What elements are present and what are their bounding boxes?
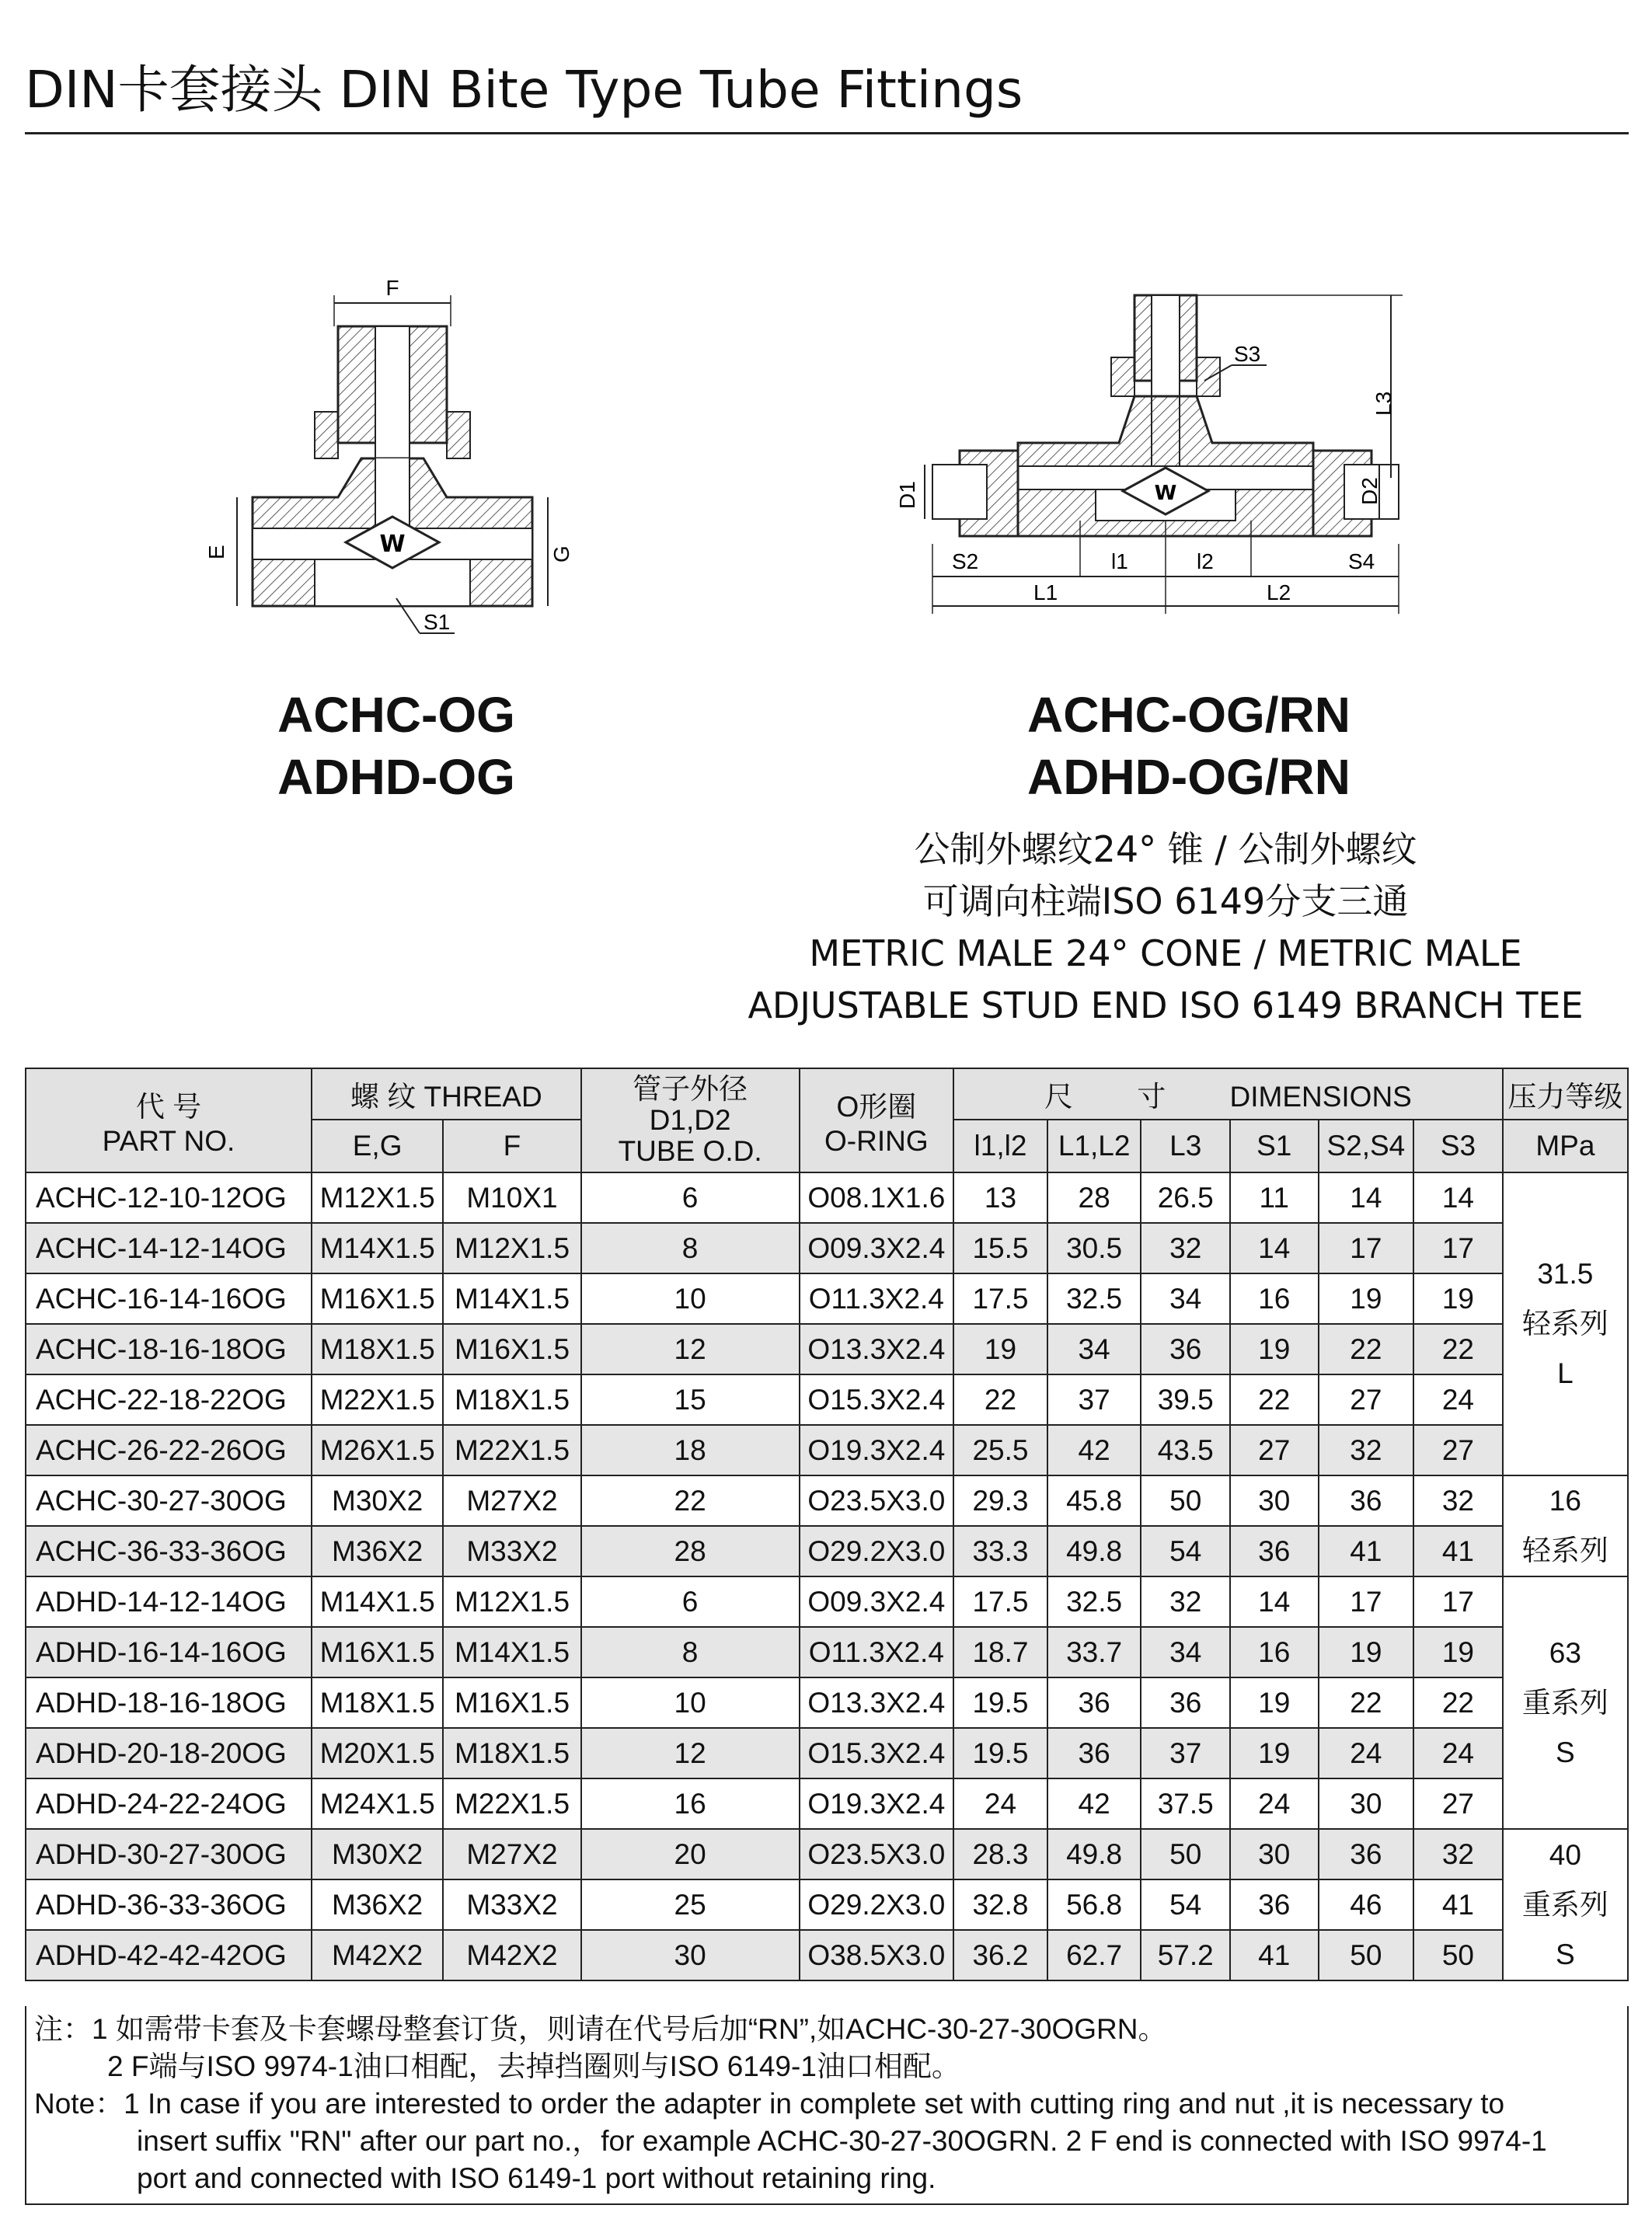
cell-s3: 27 <box>1413 1425 1503 1475</box>
cell-s1: 36 <box>1230 1526 1319 1576</box>
cell-l3: 36 <box>1141 1324 1230 1374</box>
header-pressure-unit: MPa <box>1503 1120 1628 1172</box>
cell-l1l2: 36 <box>1047 1728 1141 1778</box>
dim-s3-label: S3 <box>1234 342 1261 366</box>
cell-s2s4: 14 <box>1319 1172 1414 1223</box>
cell-part-no: ADHD-16-14-16OG <box>26 1627 312 1677</box>
cell-l1l2-small: 33.3 <box>953 1526 1047 1576</box>
cell-s2s4: 41 <box>1319 1526 1414 1576</box>
cell-l3: 34 <box>1141 1273 1230 1324</box>
cell-thread-f: M12X1.5 <box>443 1576 580 1627</box>
cell-thread-eg: M14X1.5 <box>312 1576 443 1627</box>
cell-l1l2: 56.8 <box>1047 1879 1141 1930</box>
cell-l3: 36 <box>1141 1677 1230 1728</box>
cell-thread-f: M42X2 <box>443 1930 580 1980</box>
dim-l2-label: L2 <box>1267 580 1291 604</box>
cell-s3: 19 <box>1413 1627 1503 1677</box>
cell-l1l2-small: 22 <box>953 1374 1047 1425</box>
dim-s1-label: S1 <box>423 610 451 634</box>
header-tube-en: TUBE O.D. <box>618 1135 762 1167</box>
pressure-series: 重系列 <box>1521 1888 1608 1921</box>
header-s2s4: S2,S4 <box>1319 1120 1414 1172</box>
table-row <box>26 1172 1628 1223</box>
table-row <box>26 1526 1628 1576</box>
cell-s1: 16 <box>1230 1273 1319 1324</box>
cell-tube-od: 22 <box>581 1475 800 1526</box>
cell-l1l2-small: 19 <box>953 1324 1047 1374</box>
pressure-series: 轻系列 <box>1521 1534 1608 1566</box>
cell-l1l2-small: 19.5 <box>953 1677 1047 1728</box>
cell-s2s4: 36 <box>1319 1475 1414 1526</box>
cell-thread-f: M14X1.5 <box>443 1273 580 1324</box>
cell-thread-eg: M30X2 <box>312 1475 443 1526</box>
cell-part-no: ACHC-22-18-22OG <box>26 1374 312 1425</box>
cell-s1: 19 <box>1230 1677 1319 1728</box>
cell-o-ring: O08.1X1.6 <box>800 1172 954 1223</box>
cell-part-no: ACHC-30-27-30OG <box>26 1475 312 1526</box>
cell-tube-od: 12 <box>581 1728 800 1778</box>
cell-l3: 37 <box>1141 1728 1230 1778</box>
pressure-value: 63 <box>1549 1636 1581 1669</box>
model-label-left <box>233 684 559 808</box>
cell-o-ring: O29.2X3.0 <box>800 1879 954 1930</box>
cell-l1l2-small: 29.3 <box>953 1475 1047 1526</box>
cell-part-no: ACHC-18-16-18OG <box>26 1324 312 1374</box>
cell-l1l2-small: 18.7 <box>953 1627 1047 1677</box>
cell-thread-eg: M22X1.5 <box>312 1374 443 1425</box>
cell-thread-eg: M20X1.5 <box>312 1728 443 1778</box>
cell-tube-od: 30 <box>581 1930 800 1980</box>
desc-en-line2: ADJUSTABLE STUD END ISO 6149 BRANCH TEE <box>748 984 1584 1026</box>
cell-o-ring: O19.3X2.4 <box>800 1425 954 1475</box>
cell-thread-eg: M14X1.5 <box>312 1223 443 1273</box>
pressure-value: 31.5 <box>1537 1258 1594 1290</box>
pressure-group <box>1503 1829 1628 1980</box>
cell-o-ring: O23.5X3.0 <box>800 1475 954 1526</box>
drawing-achc-og <box>198 272 602 645</box>
model-name: ACHC-OG <box>277 687 515 743</box>
cell-l1l2-small: 15.5 <box>953 1223 1047 1273</box>
cell-l3: 37.5 <box>1141 1778 1230 1829</box>
cell-l1l2-small: 24 <box>953 1778 1047 1829</box>
pressure-code: L <box>1557 1357 1574 1389</box>
note-en-1: Note：1 In case if you are interested to order the adapter in complete set with cutting ring and nut ,it is necessary to <box>34 2088 1505 2120</box>
desc-cn-line2: 可调向柱端ISO 6149分支三通 <box>922 880 1409 922</box>
cell-part-no: ADHD-18-16-18OG <box>26 1677 312 1728</box>
cell-thread-eg: M16X1.5 <box>312 1273 443 1324</box>
drawing-achc-og-rn <box>895 287 1406 622</box>
cell-thread-f: M22X1.5 <box>443 1425 580 1475</box>
cell-thread-eg: M30X2 <box>312 1829 443 1879</box>
cell-l3: 32 <box>1141 1223 1230 1273</box>
cell-s3: 27 <box>1413 1778 1503 1829</box>
cell-l1l2: 42 <box>1047 1778 1141 1829</box>
note-en-2: insert suffix "RN" after our part no.，for example ACHC-30-27-30OGRN. 2 F end is connected with ISO 9974-1 <box>137 2125 1547 2157</box>
dim-s4-label: S4 <box>1348 549 1375 573</box>
header-f: F <box>443 1120 580 1172</box>
cell-thread-eg: M36X2 <box>312 1526 443 1576</box>
cell-l1l2-small: 19.5 <box>953 1728 1047 1778</box>
cell-tube-od: 20 <box>581 1829 800 1879</box>
dim-s2-label: S2 <box>952 549 979 573</box>
table-row <box>26 1627 1628 1677</box>
dim-d2-label: D2 <box>1357 477 1382 505</box>
cell-thread-f: M10X1 <box>443 1172 580 1223</box>
cell-thread-f: M14X1.5 <box>443 1627 580 1677</box>
header-oring <box>800 1068 954 1172</box>
table-row <box>26 1273 1628 1324</box>
cell-part-no: ADHD-24-22-24OG <box>26 1778 312 1829</box>
header-part-cn: 代 号 <box>135 1091 202 1123</box>
cell-s1: 19 <box>1230 1324 1319 1374</box>
pressure-group <box>1503 1576 1628 1829</box>
cell-thread-eg: M18X1.5 <box>312 1324 443 1374</box>
svg-text:W: W <box>379 531 406 558</box>
header-s1: S1 <box>1230 1120 1319 1172</box>
header-oring-cn: O形圈 <box>836 1091 917 1123</box>
model-label-right <box>971 684 1406 808</box>
cell-l1l2: 49.8 <box>1047 1526 1141 1576</box>
cell-s1: 27 <box>1230 1425 1319 1475</box>
cell-tube-od: 12 <box>581 1324 800 1374</box>
cell-s1: 30 <box>1230 1475 1319 1526</box>
dim-l1-small-label: l1 <box>1111 549 1128 573</box>
cell-s2s4: 24 <box>1319 1728 1414 1778</box>
cell-l1l2: 32.5 <box>1047 1576 1141 1627</box>
cell-part-no: ACHC-36-33-36OG <box>26 1526 312 1576</box>
table-row <box>26 1425 1628 1475</box>
cell-l3: 50 <box>1141 1829 1230 1879</box>
cell-tube-od: 10 <box>581 1273 800 1324</box>
cell-s3: 22 <box>1413 1677 1503 1728</box>
pressure-value: 40 <box>1549 1838 1581 1871</box>
cell-part-no: ACHC-16-14-16OG <box>26 1273 312 1324</box>
header-l1l2: L1,L2 <box>1047 1120 1141 1172</box>
cell-tube-od: 28 <box>581 1526 800 1576</box>
cell-tube-od: 6 <box>581 1172 800 1223</box>
cell-s3: 41 <box>1413 1526 1503 1576</box>
cell-o-ring: O15.3X2.4 <box>800 1728 954 1778</box>
cell-s1: 30 <box>1230 1829 1319 1879</box>
cell-l1l2: 32.5 <box>1047 1273 1141 1324</box>
pressure-value: 16 <box>1549 1485 1581 1517</box>
cell-o-ring: O13.3X2.4 <box>800 1677 954 1728</box>
header-eg: E,G <box>312 1120 443 1172</box>
header-s3: S3 <box>1413 1120 1503 1172</box>
cell-l3: 43.5 <box>1141 1425 1230 1475</box>
cell-s2s4: 30 <box>1319 1778 1414 1829</box>
cell-s1: 36 <box>1230 1879 1319 1930</box>
cell-thread-f: M33X2 <box>443 1879 580 1930</box>
desc-en-line1: METRIC MALE 24° CONE / METRIC MALE <box>809 932 1522 974</box>
cell-part-no: ADHD-20-18-20OG <box>26 1728 312 1778</box>
cell-l1l2-small: 32.8 <box>953 1879 1047 1930</box>
cell-o-ring: O11.3X2.4 <box>800 1273 954 1324</box>
cell-l1l2: 45.8 <box>1047 1475 1141 1526</box>
pressure-code: S <box>1556 1736 1575 1768</box>
table-row <box>26 1576 1628 1627</box>
table-row <box>26 1728 1628 1778</box>
cell-tube-od: 25 <box>581 1879 800 1930</box>
cell-thread-eg: M36X2 <box>312 1879 443 1930</box>
cell-s2s4: 32 <box>1319 1425 1414 1475</box>
note-en-3: port and connected with ISO 6149-1 port without retaining ring. <box>137 2162 936 2194</box>
header-oring-en: O-RING <box>824 1125 929 1157</box>
cell-s2s4: 17 <box>1319 1223 1414 1273</box>
header-tube-cn: 管子外径 <box>633 1073 748 1105</box>
cell-s2s4: 22 <box>1319 1677 1414 1728</box>
header-l3: L3 <box>1141 1120 1230 1172</box>
header-dimensions: 尺 寸 DIMENSIONS <box>953 1068 1503 1120</box>
cell-s3: 24 <box>1413 1374 1503 1425</box>
cell-l3: 54 <box>1141 1526 1230 1576</box>
page-title: DIN卡套接头 DIN Bite Type Tube Fittings <box>25 60 1023 120</box>
cell-s3: 17 <box>1413 1223 1503 1273</box>
table-row <box>26 1324 1628 1374</box>
header-part-en: PART NO. <box>102 1125 235 1157</box>
model-name: ACHC-OG/RN <box>1027 687 1351 743</box>
cell-s1: 14 <box>1230 1223 1319 1273</box>
cell-s2s4: 17 <box>1319 1576 1414 1627</box>
cell-s1: 16 <box>1230 1627 1319 1677</box>
cell-l3: 57.2 <box>1141 1930 1230 1980</box>
table-row <box>26 1374 1628 1425</box>
table-row <box>26 1879 1628 1930</box>
cell-s3: 22 <box>1413 1324 1503 1374</box>
cell-part-no: ADHD-42-42-42OG <box>26 1930 312 1980</box>
table-row <box>26 1475 1628 1526</box>
cell-tube-od: 10 <box>581 1677 800 1728</box>
cell-thread-f: M16X1.5 <box>443 1324 580 1374</box>
cell-s2s4: 36 <box>1319 1829 1414 1879</box>
cell-part-no: ACHC-14-12-14OG <box>26 1223 312 1273</box>
spec-table <box>25 1068 1629 1981</box>
cell-s3: 41 <box>1413 1879 1503 1930</box>
cell-o-ring: O15.3X2.4 <box>800 1374 954 1425</box>
cell-s1: 14 <box>1230 1576 1319 1627</box>
cell-o-ring: O19.3X2.4 <box>800 1778 954 1829</box>
cell-s3: 14 <box>1413 1172 1503 1223</box>
spec-table-body <box>26 1172 1628 1980</box>
cell-s2s4: 50 <box>1319 1930 1414 1980</box>
cell-o-ring: O09.3X2.4 <box>800 1223 954 1273</box>
cell-thread-f: M27X2 <box>443 1475 580 1526</box>
cell-l3: 50 <box>1141 1475 1230 1526</box>
cell-thread-f: M16X1.5 <box>443 1677 580 1728</box>
dim-e-label: E <box>204 545 228 559</box>
desc-cn-line1: 公制外螺纹24° 锥 / 公制外螺纹 <box>914 828 1417 870</box>
cell-thread-f: M12X1.5 <box>443 1223 580 1273</box>
cell-l1l2: 42 <box>1047 1425 1141 1475</box>
cell-o-ring: O29.2X3.0 <box>800 1526 954 1576</box>
cell-thread-eg: M18X1.5 <box>312 1677 443 1728</box>
cell-s3: 19 <box>1413 1273 1503 1324</box>
pressure-series: 轻系列 <box>1521 1308 1608 1339</box>
cell-thread-f: M18X1.5 <box>443 1728 580 1778</box>
cell-l3: 34 <box>1141 1627 1230 1677</box>
cell-o-ring: O09.3X2.4 <box>800 1576 954 1627</box>
table-row <box>26 1829 1628 1879</box>
cell-s3: 50 <box>1413 1930 1503 1980</box>
model-name: ADHD-OG/RN <box>1027 749 1351 805</box>
header-thread: 螺 纹 THREAD <box>312 1068 581 1120</box>
table-row <box>26 1223 1628 1273</box>
cell-l1l2-small: 25.5 <box>953 1425 1047 1475</box>
header-part-no <box>26 1068 312 1172</box>
cell-s3: 24 <box>1413 1728 1503 1778</box>
cell-s1: 11 <box>1230 1172 1319 1223</box>
cell-thread-eg: M26X1.5 <box>312 1425 443 1475</box>
dim-g-label: G <box>549 545 573 563</box>
cell-l1l2-small: 17.5 <box>953 1273 1047 1324</box>
dim-f-label: F <box>385 276 399 300</box>
cell-tube-od: 8 <box>581 1223 800 1273</box>
dim-d1-label: D1 <box>895 481 919 509</box>
cell-tube-od: 6 <box>581 1576 800 1627</box>
cell-part-no: ACHC-26-22-26OG <box>26 1425 312 1475</box>
cell-l1l2-small: 28.3 <box>953 1829 1047 1879</box>
cell-o-ring: O13.3X2.4 <box>800 1324 954 1374</box>
note-cn-2: 2 F端与ISO 9974-1油口相配，去掉挡圈则与ISO 6149-1油口相配。 <box>107 2050 960 2082</box>
cell-s1: 22 <box>1230 1374 1319 1425</box>
cell-s2s4: 19 <box>1319 1273 1414 1324</box>
note-cn-1: 注：1 如需带卡套及卡套螺母整套订货，则请在代号后加“RN”,如ACHC-30-27-30OGRN。 <box>34 2013 1167 2045</box>
cell-s3: 17 <box>1413 1576 1503 1627</box>
cell-l3: 32 <box>1141 1576 1230 1627</box>
header-l1l2-small: l1,l2 <box>953 1120 1047 1172</box>
table-row <box>26 1778 1628 1829</box>
cell-l1l2: 28 <box>1047 1172 1141 1223</box>
svg-text:W: W <box>1154 482 1177 505</box>
cell-l1l2: 36 <box>1047 1677 1141 1728</box>
cell-l1l2-small: 17.5 <box>953 1576 1047 1627</box>
cell-l1l2: 34 <box>1047 1324 1141 1374</box>
header-tube <box>581 1068 800 1172</box>
cell-l3: 54 <box>1141 1879 1230 1930</box>
cell-part-no: ADHD-36-33-36OG <box>26 1879 312 1930</box>
cell-s3: 32 <box>1413 1475 1503 1526</box>
pressure-group <box>1503 1172 1628 1475</box>
notes <box>25 2006 1629 2205</box>
cell-l1l2-small: 36.2 <box>953 1930 1047 1980</box>
cell-l1l2: 37 <box>1047 1374 1141 1425</box>
dim-l3-label: L3 <box>1371 391 1396 416</box>
title-divider <box>25 132 1629 134</box>
table-row <box>26 1677 1628 1728</box>
cell-tube-od: 15 <box>581 1374 800 1425</box>
cell-l1l2: 33.7 <box>1047 1627 1141 1677</box>
cell-tube-od: 18 <box>581 1425 800 1475</box>
pressure-group <box>1503 1475 1628 1576</box>
cell-part-no: ADHD-14-12-14OG <box>26 1576 312 1627</box>
cell-part-no: ADHD-30-27-30OG <box>26 1829 312 1879</box>
cell-o-ring: O23.5X3.0 <box>800 1829 954 1879</box>
header-tube-d: D1,D2 <box>649 1104 731 1136</box>
cell-s1: 41 <box>1230 1930 1319 1980</box>
cell-thread-eg: M12X1.5 <box>312 1172 443 1223</box>
cell-thread-f: M22X1.5 <box>443 1778 580 1829</box>
dim-l2-small-label: l2 <box>1197 549 1214 573</box>
cell-l1l2: 62.7 <box>1047 1930 1141 1980</box>
cell-thread-f: M33X2 <box>443 1526 580 1576</box>
cell-thread-eg: M16X1.5 <box>312 1627 443 1677</box>
cell-l1l2-small: 13 <box>953 1172 1047 1223</box>
cell-o-ring: O38.5X3.0 <box>800 1930 954 1980</box>
cell-s1: 19 <box>1230 1728 1319 1778</box>
cell-s1: 24 <box>1230 1778 1319 1829</box>
header-pressure: 压力等级 <box>1503 1068 1628 1120</box>
pressure-series: 重系列 <box>1521 1686 1608 1719</box>
cell-tube-od: 16 <box>581 1778 800 1829</box>
cell-tube-od: 8 <box>581 1627 800 1677</box>
cell-s2s4: 19 <box>1319 1627 1414 1677</box>
cell-part-no: ACHC-12-10-12OG <box>26 1172 312 1223</box>
table-row <box>26 1930 1628 1980</box>
cell-l3: 26.5 <box>1141 1172 1230 1223</box>
cell-s3: 32 <box>1413 1829 1503 1879</box>
cell-s2s4: 22 <box>1319 1324 1414 1374</box>
dim-l1-label: L1 <box>1033 580 1058 604</box>
cell-l1l2: 49.8 <box>1047 1829 1141 1879</box>
cell-l1l2: 30.5 <box>1047 1223 1141 1273</box>
cell-s2s4: 46 <box>1319 1879 1414 1930</box>
cell-thread-f: M18X1.5 <box>443 1374 580 1425</box>
cell-o-ring: O11.3X2.4 <box>800 1627 954 1677</box>
pressure-code: S <box>1556 1938 1575 1970</box>
cell-thread-f: M27X2 <box>443 1829 580 1879</box>
model-name: ADHD-OG <box>277 749 515 805</box>
description <box>699 824 1632 1032</box>
cell-s2s4: 27 <box>1319 1374 1414 1425</box>
cell-thread-eg: M42X2 <box>312 1930 443 1980</box>
cell-l3: 39.5 <box>1141 1374 1230 1425</box>
cell-thread-eg: M24X1.5 <box>312 1778 443 1829</box>
